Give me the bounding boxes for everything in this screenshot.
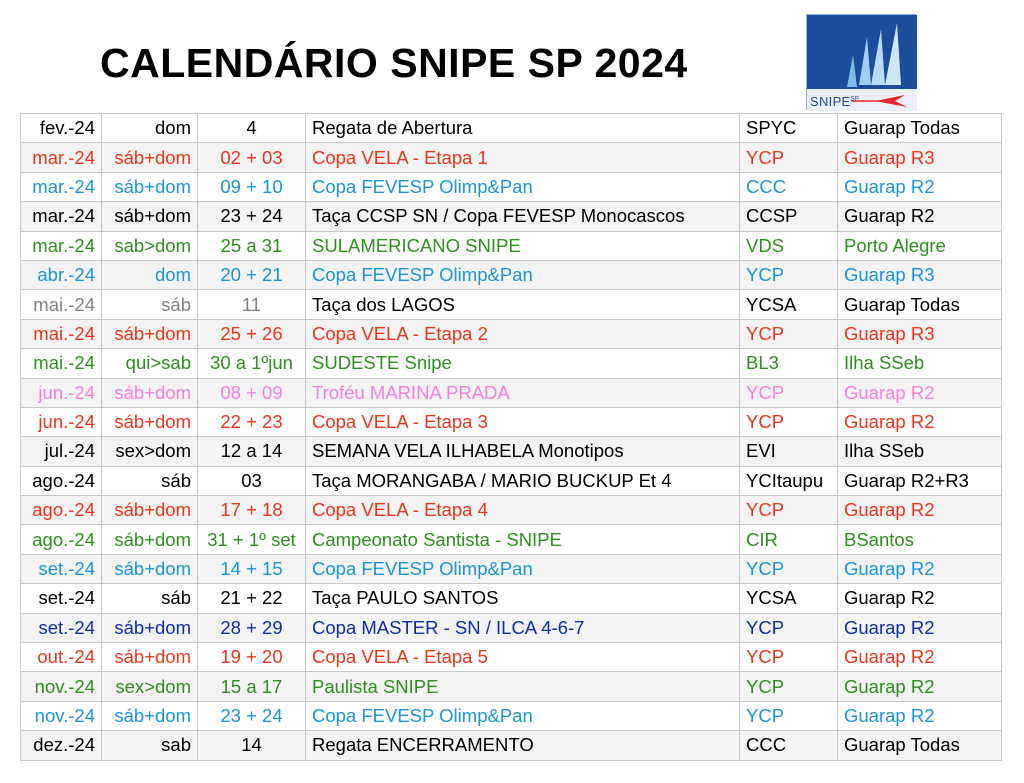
table-row	[21, 672, 1002, 701]
venue-cell: Ilha SSeb	[838, 349, 1002, 378]
event-cell: Copa FEVESP Olimp&Pan	[306, 172, 740, 201]
date-cell: 25 + 26	[198, 319, 306, 348]
table-row	[21, 143, 1002, 172]
venue-cell: Guarap R2	[838, 202, 1002, 231]
month-cell: fev.-24	[21, 114, 102, 143]
table-row	[21, 643, 1002, 672]
club-cell: CIR	[740, 525, 838, 554]
day-cell: sáb	[102, 466, 198, 495]
table-row	[21, 202, 1002, 231]
month-cell: dez.-24	[21, 731, 102, 760]
table-row	[21, 319, 1002, 348]
day-cell: qui>sab	[102, 349, 198, 378]
table-row	[21, 349, 1002, 378]
event-cell: Campeonato Santista - SNIPE	[306, 525, 740, 554]
event-cell: Taça CCSP SN / Copa FEVESP Monocascos	[306, 202, 740, 231]
date-cell: 03	[198, 466, 306, 495]
club-cell: YCP	[740, 143, 838, 172]
venue-cell: Guarap R2+R3	[838, 466, 1002, 495]
month-cell: abr.-24	[21, 260, 102, 289]
club-cell: CCSP	[740, 202, 838, 231]
day-cell: dom	[102, 260, 198, 289]
venue-cell: Guarap R3	[838, 143, 1002, 172]
club-cell: YCP	[740, 672, 838, 701]
club-cell: YCP	[740, 319, 838, 348]
date-cell: 28 + 29	[198, 613, 306, 642]
date-cell: 30 a 1ºjun	[198, 349, 306, 378]
venue-cell: Guarap R2	[838, 701, 1002, 730]
venue-cell: BSantos	[838, 525, 1002, 554]
club-cell: YCP	[740, 496, 838, 525]
day-cell: sáb+dom	[102, 378, 198, 407]
venue-cell: Guarap R2	[838, 613, 1002, 642]
month-cell: mar.-24	[21, 172, 102, 201]
day-cell: sáb	[102, 584, 198, 613]
date-cell: 14	[198, 731, 306, 760]
month-cell: nov.-24	[21, 701, 102, 730]
date-cell: 31 + 1º set	[198, 525, 306, 554]
table-row	[21, 731, 1002, 760]
club-cell: YCP	[740, 378, 838, 407]
event-cell: Taça dos LAGOS	[306, 290, 740, 319]
venue-cell: Guarap R2	[838, 496, 1002, 525]
day-cell: sáb+dom	[102, 701, 198, 730]
table-row	[21, 466, 1002, 495]
club-cell: VDS	[740, 231, 838, 260]
table-row	[21, 613, 1002, 642]
table-row	[21, 172, 1002, 201]
club-cell: BL3	[740, 349, 838, 378]
event-cell: Copa VELA - Etapa 5	[306, 643, 740, 672]
date-cell: 21 + 22	[198, 584, 306, 613]
date-cell: 08 + 09	[198, 378, 306, 407]
event-cell: SUDESTE Snipe	[306, 349, 740, 378]
table-row	[21, 584, 1002, 613]
table-row	[21, 554, 1002, 583]
event-cell: Regata de Abertura	[306, 114, 740, 143]
day-cell: sab	[102, 731, 198, 760]
club-cell: YCP	[740, 643, 838, 672]
table-row	[21, 525, 1002, 554]
club-cell: YCSA	[740, 584, 838, 613]
day-cell: sáb+dom	[102, 172, 198, 201]
event-cell: Regata ENCERRAMENTO	[306, 731, 740, 760]
date-cell: 23 + 24	[198, 202, 306, 231]
table-row	[21, 378, 1002, 407]
venue-cell: Guarap R2	[838, 584, 1002, 613]
event-cell: Copa FEVESP Olimp&Pan	[306, 554, 740, 583]
table-row	[21, 407, 1002, 436]
club-cell: EVI	[740, 437, 838, 466]
venue-cell: Guarap R2	[838, 378, 1002, 407]
month-cell: ago.-24	[21, 496, 102, 525]
venue-cell: Guarap R3	[838, 319, 1002, 348]
date-cell: 22 + 23	[198, 407, 306, 436]
date-cell: 09 + 10	[198, 172, 306, 201]
event-cell: Copa VELA - Etapa 2	[306, 319, 740, 348]
month-cell: out.-24	[21, 643, 102, 672]
table-row	[21, 231, 1002, 260]
club-cell: YCItaupu	[740, 466, 838, 495]
month-cell: set.-24	[21, 584, 102, 613]
logo-text: $SNIPE^{SP}$	[810, 94, 860, 109]
event-cell: Copa VELA - Etapa 1	[306, 143, 740, 172]
event-cell: Paulista SNIPE	[306, 672, 740, 701]
date-cell: 19 + 20	[198, 643, 306, 672]
event-cell: Copa FEVESP Olimp&Pan	[306, 260, 740, 289]
club-cell: YCSA	[740, 290, 838, 319]
date-cell: 11	[198, 290, 306, 319]
date-cell: 17 + 18	[198, 496, 306, 525]
month-cell: mai.-24	[21, 319, 102, 348]
venue-cell: Guarap R2	[838, 643, 1002, 672]
date-cell: 25 a 31	[198, 231, 306, 260]
page-title: CALENDÁRIO SNIPE SP 2024	[100, 40, 688, 86]
event-cell: Taça PAULO SANTOS	[306, 584, 740, 613]
day-cell: dom	[102, 114, 198, 143]
event-cell: Copa MASTER - SN / ILCA 4-6-7	[306, 613, 740, 642]
day-cell: sex>dom	[102, 672, 198, 701]
day-cell: sáb+dom	[102, 319, 198, 348]
table-row	[21, 290, 1002, 319]
venue-cell: Guarap R2	[838, 672, 1002, 701]
venue-cell: Guarap Todas	[838, 731, 1002, 760]
venue-cell: Guarap R2	[838, 407, 1002, 436]
day-cell: sáb+dom	[102, 407, 198, 436]
table-row	[21, 496, 1002, 525]
table-row	[21, 260, 1002, 289]
venue-cell: Porto Alegre	[838, 231, 1002, 260]
month-cell: ago.-24	[21, 466, 102, 495]
day-cell: sáb	[102, 290, 198, 319]
venue-cell: Guarap Todas	[838, 114, 1002, 143]
club-cell: YCP	[740, 701, 838, 730]
club-cell: CCC	[740, 731, 838, 760]
day-cell: sáb+dom	[102, 496, 198, 525]
day-cell: sáb+dom	[102, 202, 198, 231]
event-cell: Taça MORANGABA / MARIO BUCKUP Et 4	[306, 466, 740, 495]
event-cell: Copa VELA - Etapa 3	[306, 407, 740, 436]
day-cell: sáb+dom	[102, 613, 198, 642]
date-cell: 12 a 14	[198, 437, 306, 466]
day-cell: sáb+dom	[102, 643, 198, 672]
event-cell: SULAMERICANO SNIPE	[306, 231, 740, 260]
month-cell: mar.-24	[21, 231, 102, 260]
calendar-table	[20, 113, 1002, 761]
club-cell: YCP	[740, 260, 838, 289]
club-cell: YCP	[740, 613, 838, 642]
club-cell: SPYC	[740, 114, 838, 143]
day-cell: sab>dom	[102, 231, 198, 260]
month-cell: mai.-24	[21, 290, 102, 319]
venue-cell: Guarap Todas	[838, 290, 1002, 319]
table-row	[21, 701, 1002, 730]
day-cell: sáb+dom	[102, 554, 198, 583]
club-cell: YCP	[740, 554, 838, 583]
table-row	[21, 437, 1002, 466]
day-cell: sáb+dom	[102, 525, 198, 554]
date-cell: 14 + 15	[198, 554, 306, 583]
month-cell: ago.-24	[21, 525, 102, 554]
event-cell: Troféu MARINA PRADA	[306, 378, 740, 407]
month-cell: mar.-24	[21, 143, 102, 172]
date-cell: 23 + 24	[198, 701, 306, 730]
date-cell: 15 a 17	[198, 672, 306, 701]
venue-cell: Guarap R2	[838, 172, 1002, 201]
month-cell: set.-24	[21, 613, 102, 642]
month-cell: jun.-24	[21, 378, 102, 407]
event-cell: SEMANA VELA ILHABELA Monotipos	[306, 437, 740, 466]
month-cell: set.-24	[21, 554, 102, 583]
month-cell: mar.-24	[21, 202, 102, 231]
club-cell: YCP	[740, 407, 838, 436]
event-cell: Copa FEVESP Olimp&Pan	[306, 701, 740, 730]
venue-cell: Guarap R2	[838, 554, 1002, 583]
month-cell: jul.-24	[21, 437, 102, 466]
month-cell: mai.-24	[21, 349, 102, 378]
venue-cell: Ilha SSeb	[838, 437, 1002, 466]
day-cell: sex>dom	[102, 437, 198, 466]
snipe-logo	[806, 14, 916, 110]
date-cell: 20 + 21	[198, 260, 306, 289]
table-row	[21, 114, 1002, 143]
event-cell: Copa VELA - Etapa 4	[306, 496, 740, 525]
month-cell: jun.-24	[21, 407, 102, 436]
month-cell: nov.-24	[21, 672, 102, 701]
date-cell: 02 + 03	[198, 143, 306, 172]
day-cell: sáb+dom	[102, 143, 198, 172]
club-cell: CCC	[740, 172, 838, 201]
date-cell: 4	[198, 114, 306, 143]
venue-cell: Guarap R3	[838, 260, 1002, 289]
